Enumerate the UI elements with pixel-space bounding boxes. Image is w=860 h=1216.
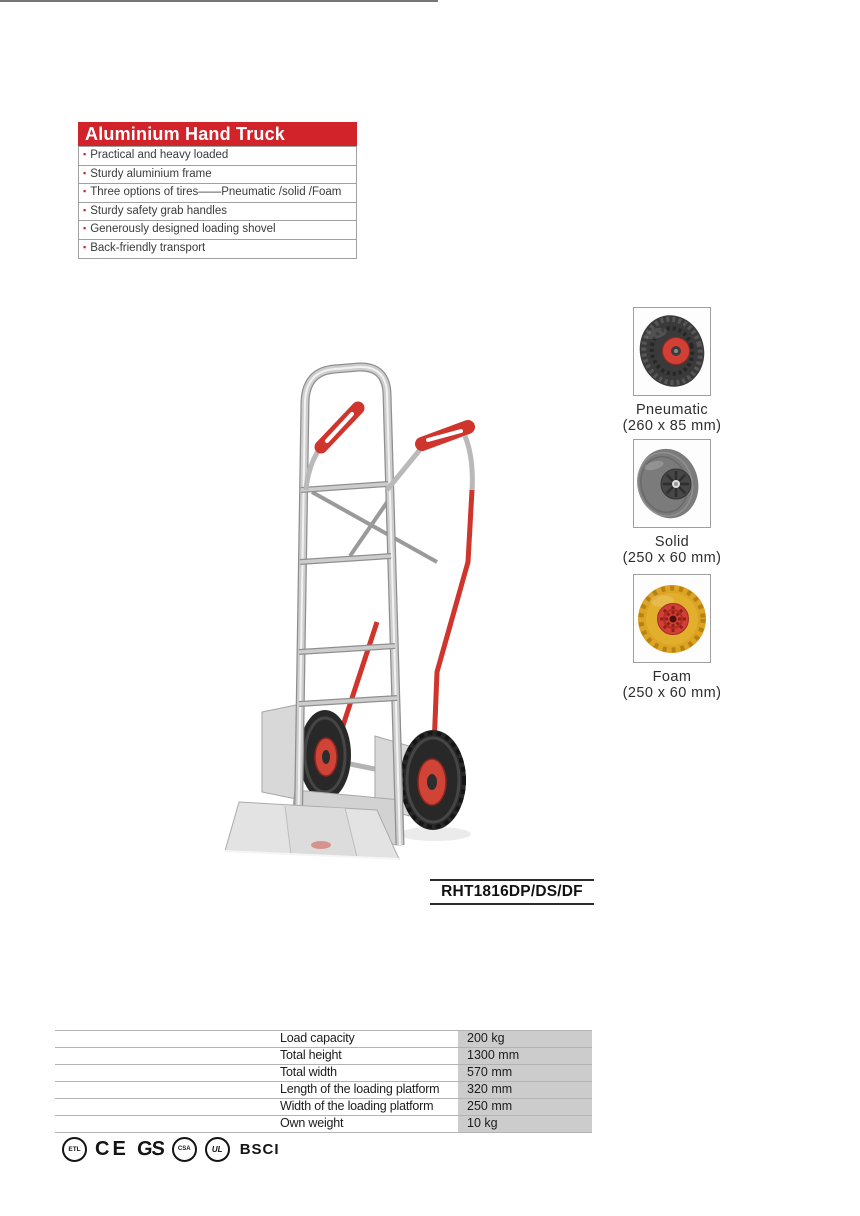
spec-value: 10 kg <box>458 1116 592 1132</box>
spec-spacer <box>55 1048 280 1064</box>
feature-item: ▪ Three options of tires——Pneumatic /solid /Foam <box>78 183 357 203</box>
scan-edge-artifact <box>0 0 438 2</box>
gs-mark-icon: GS <box>136 1138 165 1160</box>
spec-spacer <box>55 1099 280 1115</box>
tire-option-pneumatic <box>592 307 752 434</box>
tire-option-solid <box>592 439 752 566</box>
ce-mark-icon: CE <box>95 1138 129 1160</box>
bullet-icon <box>83 149 86 159</box>
spec-row <box>55 1081 592 1098</box>
tire-name: Solid <box>654 534 690 550</box>
spec-label: Total width <box>280 1065 337 1079</box>
tire-option-foam <box>592 574 752 701</box>
spec-row <box>55 1098 592 1115</box>
spec-spacer <box>55 1031 280 1047</box>
truck-left-wheel <box>299 710 351 800</box>
spec-label: Own weight <box>280 1116 344 1130</box>
etl-mark-icon: ETL <box>62 1137 87 1162</box>
tire-size: (260 x 85 mm) <box>622 418 722 434</box>
bullet-icon <box>83 223 86 233</box>
model-code: RHT1816DP/DS/DF <box>430 879 594 905</box>
spec-row <box>55 1030 592 1047</box>
bullet-icon <box>83 242 86 252</box>
spec-value: 1300 mm <box>458 1048 592 1064</box>
bullet-icon <box>83 168 86 178</box>
solid-tire-image <box>633 439 711 528</box>
feature-box <box>78 122 357 259</box>
product-title-banner <box>78 122 357 147</box>
spec-table <box>55 1030 592 1133</box>
spec-value: 200 kg <box>458 1031 592 1047</box>
csa-mark-icon: CSA <box>172 1137 197 1162</box>
pneumatic-tire-image <box>633 307 711 396</box>
tire-size: (250 x 60 mm) <box>622 550 722 566</box>
truck-left-grip <box>306 408 358 490</box>
spec-row <box>55 1064 592 1081</box>
pneumatic-tire-icon <box>634 308 710 395</box>
feature-item: ▪ Back-friendly transport <box>78 239 357 259</box>
bsci-label: BSCI <box>239 1140 280 1158</box>
truck-right-grip <box>387 427 468 490</box>
foam-tire-image <box>633 574 711 663</box>
truck-loading-shovel <box>225 802 399 859</box>
spec-label: Total height <box>280 1048 342 1062</box>
feature-item: ▪ Practical and heavy loaded <box>78 146 357 166</box>
spec-label: Width of the loading platform <box>280 1099 434 1113</box>
spec-row <box>55 1047 592 1064</box>
foam-tire-icon <box>634 575 710 662</box>
bullet-icon <box>83 205 86 215</box>
bullet-icon <box>83 186 86 196</box>
tire-name: Pneumatic <box>635 402 709 418</box>
feature-item: ▪ Generously designed loading shovel <box>78 220 357 240</box>
solid-tire-icon <box>634 440 710 527</box>
truck-right-wheel <box>400 730 466 830</box>
feature-list <box>78 146 357 259</box>
spec-value: 250 mm <box>458 1099 592 1115</box>
feature-item: ▪ Sturdy safety grab handles <box>78 202 357 222</box>
feature-item: ▪ Sturdy aluminium frame <box>78 165 357 185</box>
ul-mark-icon: UL <box>205 1137 230 1162</box>
spec-label: Load capacity <box>280 1031 355 1045</box>
certification-logos <box>62 1134 280 1164</box>
spec-value: 320 mm <box>458 1082 592 1098</box>
spec-label: Length of the loading platform <box>280 1082 440 1096</box>
spec-value: 570 mm <box>458 1065 592 1081</box>
spec-spacer <box>55 1082 280 1098</box>
spec-spacer <box>55 1065 280 1081</box>
tire-size: (250 x 60 mm) <box>622 685 722 701</box>
spec-row <box>55 1115 592 1132</box>
hand-truck-photo <box>225 340 515 885</box>
spec-spacer <box>55 1116 280 1132</box>
page-title: Aluminium Hand Truck <box>85 124 286 144</box>
tire-name: Foam <box>652 669 692 685</box>
